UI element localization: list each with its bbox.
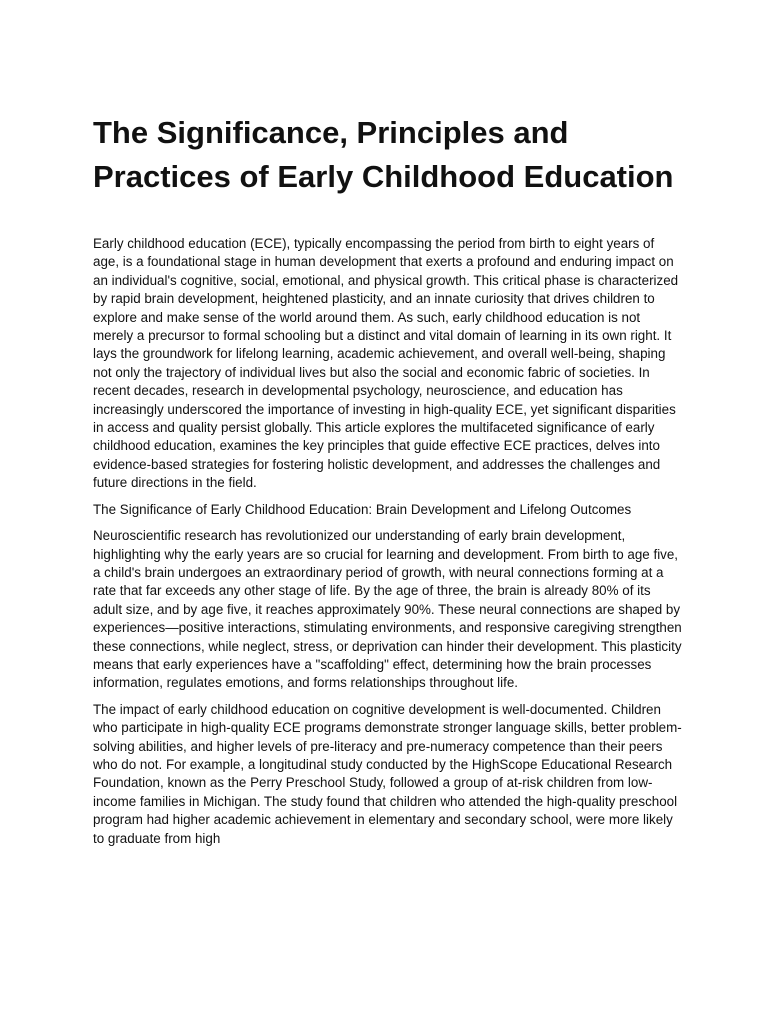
document-title: The Significance, Principles and Practices of Early Childhood Education (93, 115, 674, 194)
body-paragraph-2: The impact of early childhood education on cognitive development is well-documented. Children who participate in high-quality ECE programs demonstrate stronger language skills, better problem-solving abilities, and higher levels of pre-literacy and pre-numeracy competence than their peers who do not. For example, a longitudinal study conducted by the HighScope Educational Research Foundation, known as the Perry Preschool Study, followed a group of at-risk children from low-income families in Michigan. The study found that children who attended the high-quality preschool program had higher academic achievement in elementary and secondary school, were more likely to graduate from high (93, 701, 682, 846)
body-paragraph-1: Neuroscientific research has revolutionized our understanding of early brain development, highlighting why the early years are so crucial for learning and development. From birth to age five, a child's brain undergoes an extraordinary period of growth, with neural connections forming at a rate that far exceeds any other stage of life. By the age of three, the brain is already 80% of its adult size, and by age five, it reaches approximately 90%. These neural connections are shaped by experiences—positive interactions, stimulating environments, and responsive caregiving strengthen these connections, while neglect, stress, or deprivation can hinder their development. This plasticity means that early experiences have a "scaffolding" effect, determining how the brain processes information, regulates emotions, and forms relationships throughout life. (93, 528, 682, 691)
intro-paragraph: Early childhood education (ECE), typically encompassing the period from birth to eight years of age, is a foundational stage in human development that exerts a profound and enduring impact on an individual's cognitive, social, emotional, and physical growth. This critical phase is characterized by rapid brain development, heightened plasticity, and an innate curiosity that drives children to explore and make sense of the world around them. As such, early childhood education is not merely a precursor to formal schooling but a distinct and vital domain of learning in its own right. It lays the groundwork for lifelong learning, academic achievement, and overall well-being, shaping not only the trajectory of individual lives but also the social and economic fabric of societies. In recent decades, research in developmental psychology, neuroscience, and education has increasingly underscored the importance of investing in high-quality ECE, yet significant disparities in access and quality persist globally. This article explores the multifaceted significance of early childhood education, examines the key principles that guide effective ECE practices, delves into evidence-based strategies for fostering holistic development, and addresses the challenges and future directions in the field. (93, 236, 679, 491)
section-heading: The Significance of Early Childhood Education: Brain Development and Lifelong Outcomes (93, 501, 632, 517)
document-page (93, 111, 683, 856)
